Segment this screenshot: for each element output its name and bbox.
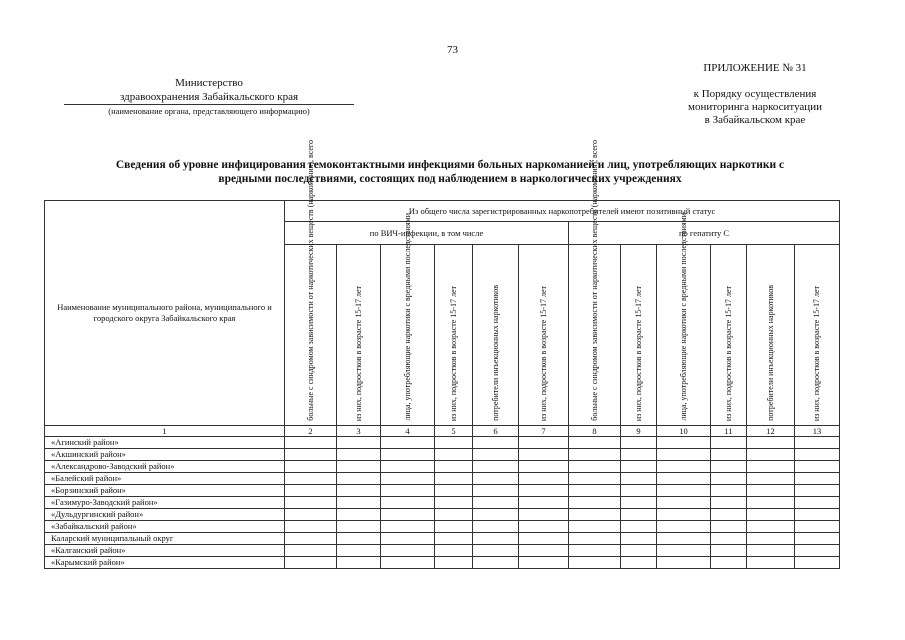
column-header-label: лица, употребляющие наркотики с вредными последствиями bbox=[402, 213, 412, 421]
column-number: 13 bbox=[795, 426, 840, 437]
column-number: 12 bbox=[747, 426, 795, 437]
table-row bbox=[45, 485, 840, 497]
table-cell[interactable] bbox=[473, 461, 519, 473]
table-cell[interactable] bbox=[337, 485, 381, 497]
table-cell[interactable] bbox=[747, 461, 795, 473]
table-cell[interactable] bbox=[711, 449, 747, 461]
table-cell[interactable] bbox=[337, 461, 381, 473]
org-line-1: Министерство bbox=[175, 77, 243, 89]
table-cell[interactable] bbox=[285, 557, 337, 569]
column-number: 5 bbox=[435, 426, 473, 437]
table-cell[interactable] bbox=[621, 461, 657, 473]
table-cell[interactable] bbox=[711, 473, 747, 485]
table-row bbox=[45, 509, 840, 521]
column-header bbox=[795, 245, 840, 426]
table-cell[interactable] bbox=[657, 497, 711, 509]
table-row bbox=[45, 449, 840, 461]
column-number: 2 bbox=[285, 426, 337, 437]
table-cell[interactable] bbox=[657, 473, 711, 485]
page-number: 73 bbox=[447, 44, 458, 56]
table-row bbox=[45, 497, 840, 509]
row-name: «Дульдургинский район» bbox=[45, 509, 285, 521]
table-cell[interactable] bbox=[795, 497, 840, 509]
table-cell[interactable] bbox=[621, 449, 657, 461]
table-cell[interactable] bbox=[381, 497, 435, 509]
column-number: 11 bbox=[711, 426, 747, 437]
table-cell[interactable] bbox=[569, 545, 621, 557]
table-cell[interactable] bbox=[747, 437, 795, 449]
column-header-label: из них, подростков в возрасте 15-17 лет bbox=[723, 285, 733, 421]
column-header-label: лица, употребляющие наркотики с вредными последствиями bbox=[678, 213, 688, 421]
table-cell[interactable] bbox=[337, 473, 381, 485]
column-header bbox=[621, 245, 657, 426]
table-cell[interactable] bbox=[381, 473, 435, 485]
table-cell[interactable] bbox=[519, 557, 569, 569]
table-cell[interactable] bbox=[657, 509, 711, 521]
column-header-label: из них, подростков в возрасте 15-17 лет bbox=[448, 285, 458, 421]
table-cell[interactable] bbox=[747, 545, 795, 557]
table-cell[interactable] bbox=[337, 449, 381, 461]
title-line-2: вредными последствиями, состоящих под наблюдением в наркологических учреждениях bbox=[218, 173, 682, 185]
table-cell[interactable] bbox=[285, 521, 337, 533]
table-cell[interactable] bbox=[381, 485, 435, 497]
table-cell[interactable] bbox=[473, 473, 519, 485]
column-number: 6 bbox=[473, 426, 519, 437]
table-row bbox=[45, 533, 840, 545]
table-cell[interactable] bbox=[519, 449, 569, 461]
column-number: 9 bbox=[621, 426, 657, 437]
table-cell[interactable] bbox=[285, 437, 337, 449]
table-row bbox=[45, 461, 840, 473]
hiv-header: по ВИЧ-инфекции, в том числе bbox=[285, 222, 569, 245]
table-cell[interactable] bbox=[435, 485, 473, 497]
table-cell[interactable] bbox=[795, 533, 840, 545]
table-cell[interactable] bbox=[569, 485, 621, 497]
column-header bbox=[711, 245, 747, 426]
table-cell[interactable] bbox=[285, 497, 337, 509]
table-cell[interactable] bbox=[795, 521, 840, 533]
table-cell[interactable] bbox=[711, 437, 747, 449]
table-cell[interactable] bbox=[711, 545, 747, 557]
table-cell[interactable] bbox=[711, 485, 747, 497]
table-cell[interactable] bbox=[657, 485, 711, 497]
table-cell[interactable] bbox=[435, 449, 473, 461]
table-cell[interactable] bbox=[337, 497, 381, 509]
column-header bbox=[337, 245, 381, 426]
table-cell[interactable] bbox=[657, 533, 711, 545]
table-cell[interactable] bbox=[621, 521, 657, 533]
column-header-label: больные с синдромом зависимости от наркотических веществ (наркомания), всего bbox=[305, 140, 315, 421]
column-header bbox=[747, 245, 795, 426]
table-cell[interactable] bbox=[519, 485, 569, 497]
row-name: «Газимуро-Заводский район» bbox=[45, 497, 285, 509]
table-cell[interactable] bbox=[285, 545, 337, 557]
table-cell[interactable] bbox=[795, 485, 840, 497]
appendix-block bbox=[650, 62, 860, 127]
table-cell[interactable] bbox=[337, 521, 381, 533]
table-row bbox=[45, 557, 840, 569]
column-header bbox=[285, 140, 337, 426]
table-cell[interactable] bbox=[657, 545, 711, 557]
table-cell[interactable] bbox=[473, 545, 519, 557]
table-cell[interactable] bbox=[381, 521, 435, 533]
column-header-label: из них, подростков в возрасте 15-17 лет bbox=[538, 285, 548, 421]
row-name: «Борзинский район» bbox=[45, 485, 285, 497]
column-header bbox=[473, 245, 519, 426]
table-cell[interactable] bbox=[519, 533, 569, 545]
column-header bbox=[381, 213, 435, 426]
table-cell[interactable] bbox=[569, 509, 621, 521]
table-cell[interactable] bbox=[569, 437, 621, 449]
table-cell[interactable] bbox=[747, 497, 795, 509]
column-header bbox=[569, 140, 621, 426]
column-number: 3 bbox=[337, 426, 381, 437]
table-cell[interactable] bbox=[747, 473, 795, 485]
table-cell[interactable] bbox=[285, 473, 337, 485]
table-cell[interactable] bbox=[473, 497, 519, 509]
table-cell[interactable] bbox=[621, 437, 657, 449]
table-cell[interactable] bbox=[519, 509, 569, 521]
table-cell[interactable] bbox=[435, 461, 473, 473]
table-cell[interactable] bbox=[711, 461, 747, 473]
group-header: Из общего числа зарегистрированных наркопотребителей имеют позитивный статус bbox=[285, 201, 840, 222]
table-row bbox=[45, 545, 840, 557]
table-cell[interactable] bbox=[657, 521, 711, 533]
table-row bbox=[45, 521, 840, 533]
table-cell[interactable] bbox=[747, 557, 795, 569]
table-cell[interactable] bbox=[621, 497, 657, 509]
table-cell[interactable] bbox=[519, 545, 569, 557]
table-cell[interactable] bbox=[435, 497, 473, 509]
table-cell[interactable] bbox=[569, 521, 621, 533]
table-cell[interactable] bbox=[795, 545, 840, 557]
table-row bbox=[45, 437, 840, 449]
table-cell[interactable] bbox=[473, 521, 519, 533]
organization-block bbox=[64, 76, 354, 117]
table-cell[interactable] bbox=[435, 509, 473, 521]
table-cell[interactable] bbox=[285, 485, 337, 497]
table-cell[interactable] bbox=[337, 533, 381, 545]
table-cell[interactable] bbox=[519, 497, 569, 509]
table-cell[interactable] bbox=[381, 557, 435, 569]
table-cell[interactable] bbox=[285, 509, 337, 521]
table-cell[interactable] bbox=[435, 473, 473, 485]
column-number: 4 bbox=[381, 426, 435, 437]
column-header-label: из них, подростков в возрасте 15-17 лет bbox=[812, 285, 822, 421]
table-cell[interactable] bbox=[621, 509, 657, 521]
table-cell[interactable] bbox=[473, 557, 519, 569]
table-cell[interactable] bbox=[381, 449, 435, 461]
table-cell[interactable] bbox=[657, 461, 711, 473]
table-cell[interactable] bbox=[795, 473, 840, 485]
row-name: «Карымский район» bbox=[45, 557, 285, 569]
column-header bbox=[519, 245, 569, 426]
table-cell[interactable] bbox=[285, 533, 337, 545]
column-header-label: больные с синдромом зависимости от наркотических веществ (наркомания), всего bbox=[589, 140, 599, 421]
table-cell[interactable] bbox=[747, 521, 795, 533]
table-cell[interactable] bbox=[285, 449, 337, 461]
column-header-label: потребители инъекционных наркотиков bbox=[490, 285, 500, 421]
table-cell[interactable] bbox=[435, 545, 473, 557]
table-cell[interactable] bbox=[795, 557, 840, 569]
table-cell[interactable] bbox=[795, 449, 840, 461]
column-number: 8 bbox=[569, 426, 621, 437]
table-cell[interactable] bbox=[621, 533, 657, 545]
table-cell[interactable] bbox=[519, 473, 569, 485]
column-number: 7 bbox=[519, 426, 569, 437]
name-header: Наименование муниципального района, муниципального и городского округа Забайкальского края bbox=[45, 201, 285, 426]
table-cell[interactable] bbox=[569, 473, 621, 485]
table-cell[interactable] bbox=[569, 449, 621, 461]
table-cell[interactable] bbox=[747, 449, 795, 461]
table-cell[interactable] bbox=[519, 461, 569, 473]
org-line-2: здравоохранения Забайкальского края bbox=[64, 90, 354, 105]
row-name: «Акшинский район» bbox=[45, 449, 285, 461]
table-cell[interactable] bbox=[569, 533, 621, 545]
column-header bbox=[435, 245, 473, 426]
table-cell[interactable] bbox=[569, 497, 621, 509]
table-cell[interactable] bbox=[473, 485, 519, 497]
table-cell[interactable] bbox=[747, 485, 795, 497]
row-name: Каларский муниципальный округ bbox=[45, 533, 285, 545]
table-cell[interactable] bbox=[519, 437, 569, 449]
column-number: 10 bbox=[657, 426, 711, 437]
table-cell[interactable] bbox=[435, 557, 473, 569]
table-cell[interactable] bbox=[569, 461, 621, 473]
table-cell[interactable] bbox=[285, 461, 337, 473]
appendix-line-1: к Порядку осуществления bbox=[693, 88, 817, 100]
table-cell[interactable] bbox=[435, 521, 473, 533]
table-cell[interactable] bbox=[747, 509, 795, 521]
table-cell[interactable] bbox=[435, 533, 473, 545]
column-header-label: из них, подростков в возрасте 15-17 лет bbox=[353, 285, 363, 421]
table-cell[interactable] bbox=[381, 437, 435, 449]
table-row bbox=[45, 473, 840, 485]
column-header-label: из них, подростков в возрасте 15-17 лет bbox=[633, 285, 643, 421]
table-cell[interactable] bbox=[381, 509, 435, 521]
table-cell[interactable] bbox=[473, 533, 519, 545]
table-cell[interactable] bbox=[621, 545, 657, 557]
table-cell[interactable] bbox=[381, 533, 435, 545]
table-cell[interactable] bbox=[621, 473, 657, 485]
table-cell[interactable] bbox=[711, 521, 747, 533]
table-cell[interactable] bbox=[747, 533, 795, 545]
column-number: 1 bbox=[45, 426, 285, 437]
appendix-line-3: в Забайкальском крае bbox=[704, 114, 806, 126]
table-cell[interactable] bbox=[381, 545, 435, 557]
table-cell[interactable] bbox=[337, 437, 381, 449]
title-line-1: Сведения об уровне инфицирования гемоконтактными инфекциями больных наркоманией и лиц, употребляющих наркотики с bbox=[115, 159, 785, 171]
table-cell[interactable] bbox=[657, 449, 711, 461]
table-cell[interactable] bbox=[569, 557, 621, 569]
table-cell[interactable] bbox=[711, 557, 747, 569]
appendix-title: ПРИЛОЖЕНИЕ № 31 bbox=[703, 62, 807, 74]
hep-header: по гепатиту С bbox=[569, 222, 840, 245]
table-cell[interactable] bbox=[621, 485, 657, 497]
table-cell[interactable] bbox=[711, 497, 747, 509]
table-cell[interactable] bbox=[711, 533, 747, 545]
row-name: «Забайкальский район» bbox=[45, 521, 285, 533]
table-cell[interactable] bbox=[435, 437, 473, 449]
org-hint: (наименование органа, представляющего информацию) bbox=[108, 106, 310, 116]
row-name: «Калганский район» bbox=[45, 545, 285, 557]
table-cell[interactable] bbox=[337, 545, 381, 557]
table-cell[interactable] bbox=[711, 509, 747, 521]
table-cell[interactable] bbox=[473, 509, 519, 521]
table-cell[interactable] bbox=[657, 557, 711, 569]
table-cell[interactable] bbox=[337, 557, 381, 569]
table-cell[interactable] bbox=[337, 509, 381, 521]
table-cell[interactable] bbox=[795, 461, 840, 473]
appendix-line-2: мониторинга наркоситуации bbox=[688, 101, 822, 113]
table-cell[interactable] bbox=[381, 461, 435, 473]
document-title bbox=[40, 158, 860, 186]
row-name: «Балейский район» bbox=[45, 473, 285, 485]
row-name: «Агинский район» bbox=[45, 437, 285, 449]
table-cell[interactable] bbox=[657, 437, 711, 449]
row-name: «Александрово-Заводский район» bbox=[45, 461, 285, 473]
column-header-label: потребители инъекционных наркотиков bbox=[765, 285, 775, 421]
table-cell[interactable] bbox=[621, 557, 657, 569]
table-cell[interactable] bbox=[795, 437, 840, 449]
table-cell[interactable] bbox=[473, 449, 519, 461]
table-cell[interactable] bbox=[795, 509, 840, 521]
table-cell[interactable] bbox=[519, 521, 569, 533]
table-cell[interactable] bbox=[473, 437, 519, 449]
